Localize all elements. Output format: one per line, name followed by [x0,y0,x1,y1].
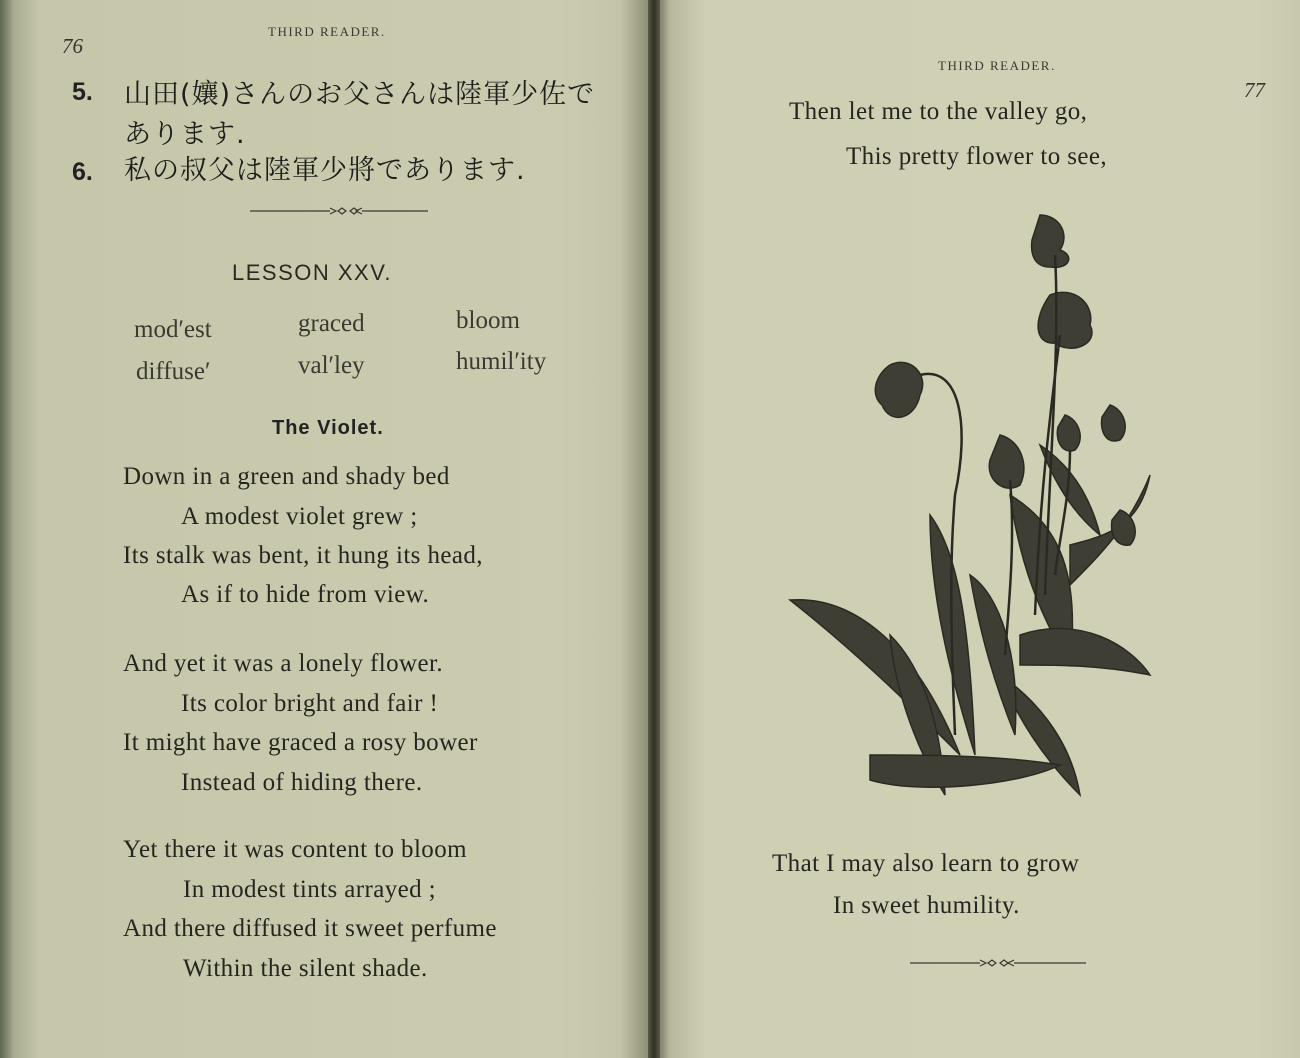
vocab-word: graced [298,310,365,337]
vocab-word: mod′est [134,316,212,343]
violet-illustration [770,195,1170,835]
poem-line: It might have graced a rosy bower [123,729,478,756]
poem-line: This pretty flower to see, [846,143,1108,170]
vocab-word: diffuse′ [136,358,211,385]
poem-line: As if to hide from view. [181,581,430,608]
poem-line: Down in a green and shady bed [123,463,450,490]
poem-line: Instead of hiding there. [181,769,423,796]
ornamental-rule-right [910,956,1090,970]
poem-line: A modest violet grew ; [181,503,418,530]
lesson-title: LESSON XXV. [232,260,392,285]
running-head-right: THIRD READER. [938,58,1056,73]
vocab-word: val′ley [298,352,365,379]
question-number-5: 5. [72,78,93,106]
question-number-6: 6. [72,158,93,186]
vocab-word: humil′ity [456,348,547,375]
poem-line: Then let me to the valley go, [789,98,1088,125]
poem-title: The Violet. [272,417,384,439]
poem-line: Its stalk was bent, it hung its head, [123,542,483,569]
ornamental-rule-left [250,204,440,218]
page-number-left: 76 [62,34,83,58]
poem-line: And there diffused it sweet perfume [123,915,497,942]
poem-line: And yet it was a lonely flower. [123,650,443,677]
running-head-left: THIRD READER. [268,24,386,39]
poem-line: In modest tints arrayed ; [183,876,436,903]
poem-line: In sweet humility. [833,892,1020,919]
book-gutter [648,0,660,1058]
page-number-right: 77 [1244,78,1265,102]
question-5-line-1: 山田(孃)さんのお父さんは陸軍少佐で [124,79,596,110]
question-5-line-2: あります. [124,119,246,150]
vocab-word: bloom [456,307,520,334]
poem-line: That I may also learn to grow [772,850,1080,877]
poem-line: Within the silent shade. [183,955,428,982]
question-6-line-1: 私の叔父は陸軍少將であります. [124,155,526,186]
poem-line: Its color bright and fair ! [181,690,439,717]
poem-line: Yet there it was content to bloom [123,836,467,863]
